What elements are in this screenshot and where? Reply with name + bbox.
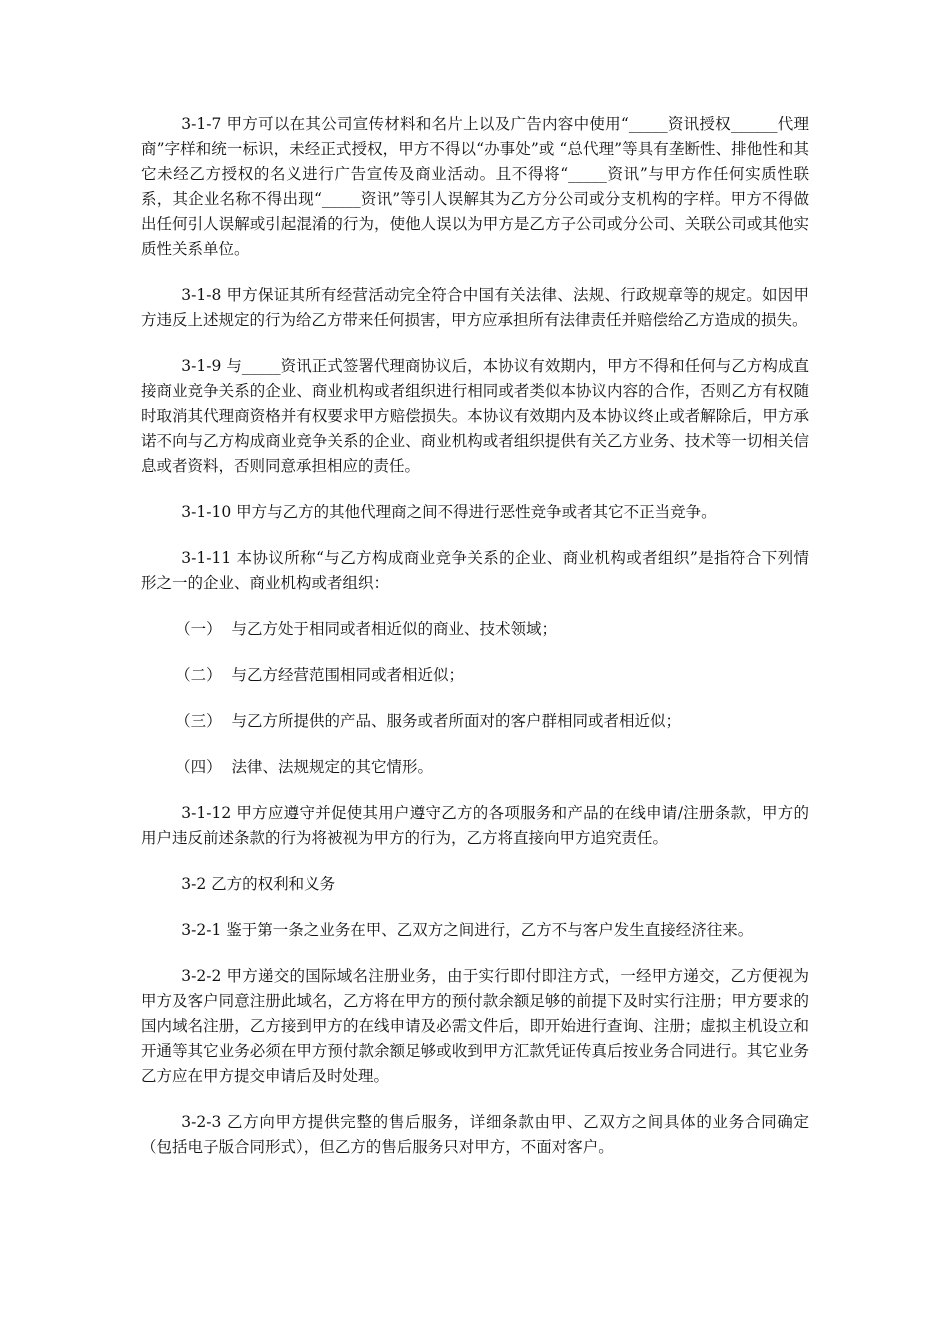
list-item: （二） 与乙方经营范围相同或者相近似； — [175, 666, 464, 684]
list-item: （一） 与乙方处于相同或者相近似的商业、技术领域； — [175, 620, 557, 638]
clause-3-2-2: 3-2-2 甲方递交的国际域名注册业务，由于实行即付即注方式，一经甲方递交，乙方便视为甲方及客户同意注册此域名，乙方将在甲方的预付款余额足够的前提下及时实行注册；甲方要求的国内域名注册，乙方接到甲方的在线申请及必需文件后，即开始进行查询、注册；虚拟主机设立和开通等其它业务必须在甲方预付款余额足够或收到甲方汇款凭证传真后按业务合同进行。其它业务乙方应在甲方提交申请后及时处理。 — [141, 967, 809, 1085]
clause-3-2-1: 3-2-1 鉴于第一条之业务在甲、乙双方之间进行，乙方不与客户发生直接经济往来。 — [181, 921, 754, 939]
list-item: （四） 法律、法规规定的其它情形。 — [175, 758, 433, 776]
clause-3-1-8: 3-1-8 甲方保证其所有经营活动完全符合中国有关法律、法规、行政规章等的规定。如因甲方违反上述规定的行为给乙方带来任何损害，甲方应承担所有法律责任并赔偿给乙方造成的损失。 — [141, 286, 809, 329]
clause-3-2-3: 3-2-3 乙方向甲方提供完整的售后服务，详细条款由甲、乙双方之间具体的业务合同确定（包括电子版合同形式），但乙方的售后服务只对甲方，不面对客户。 — [141, 1113, 809, 1156]
list-item: （三） 与乙方所提供的产品、服务或者所面对的客户群相同或者相近似； — [175, 712, 681, 730]
clause-3-1-7: 3-1-7 甲方可以在其公司宣传材料和名片上以及广告内容中使用“_____资讯授权______代理商”字样和统一标识，未经正式授权，甲方不得以“办事处”或 “总代理”等具有垄断性、排他性和其它未经乙方授权的名义进行广告宣传及商业活动。且不得将“_____资讯”与甲方作任何实质性联系，其企业名称不得出现“_____资讯”等引人误解其为乙方分公司或分支机构的字样。甲方不得做出任何引人误解或引起混淆的行为，使他人误以为甲方是乙方子公司或分公司、关联公司或其他实质性关系单位。 — [141, 115, 809, 258]
clause-3-1-11: 3-1-11 本协议所称“与乙方构成商业竞争关系的企业、商业机构或者组织”是指符合下列情形之一的企业、商业机构或者组织： — [141, 549, 809, 592]
clause-3-1-9: 3-1-9 与_____资讯正式签署代理商协议后，本协议有效期内，甲方不得和任何与乙方构成直接商业竞争关系的企业、商业机构或者组织进行相同或者类似本协议内容的合作，否则乙方有权随时取消其代理商资格并有权要求甲方赔偿损失。本协议有效期内及本协议终止或者解除后，甲方承诺不向与乙方构成商业竞争关系的企业、商业机构或者组织提供有关乙方业务、技术等一切相关信息或者资料，否则同意承担相应的责任。 — [141, 357, 809, 475]
contract-document — [141, 112, 809, 1181]
clause-3-1-12: 3-1-12 甲方应遵守并促使其用户遵守乙方的各项服务和产品的在线申请/注册条款，甲方的用户违反前述条款的行为将被视为甲方的行为，乙方将直接向甲方追究责任。 — [141, 804, 809, 847]
clause-3-1-10: 3-1-10 甲方与乙方的其他代理商之间不得进行恶性竞争或者其它不正当竞争。 — [181, 503, 717, 521]
section-heading-3-2: 3-2 乙方的权利和义务 — [181, 875, 336, 893]
